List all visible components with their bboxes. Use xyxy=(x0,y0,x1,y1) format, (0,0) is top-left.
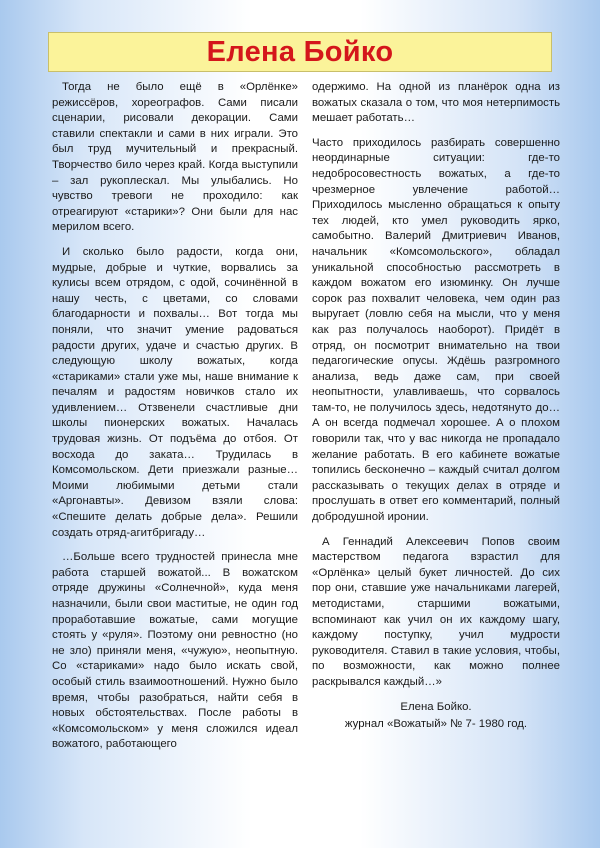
signature-block xyxy=(312,700,560,733)
signature-author: Елена Бойко. xyxy=(400,700,472,713)
signature-source: журнал «Вожатый» № 7- 1980 год. xyxy=(344,718,528,731)
title-banner xyxy=(48,32,552,72)
paragraph: одержимо. На одной из планёрок одна из вожатых сказала о том, что моя нетерпимость мешает работать… xyxy=(312,81,560,125)
right-column xyxy=(312,80,560,735)
paragraph: …Больше всего трудностей принесла мне работа старшей вожатой... В вожатском отряде дружины «Солнечной», куда меня назначили, были свои маститые, не один год проработавшие вожатые, сами могущие стоять у «руля». Поэтому они ревностно (но не зло) приняли меня, «чужую», неопытную. Со «стариками» надо было искать свой, особый стиль взаимоотношений. Нужно было время, чтобы разобраться, найти себя в новых обстоятельствах. После работы в «Комсомольском» у меня сложился идеал вожатого, работающего xyxy=(52,551,298,751)
page-title: Елена Бойко xyxy=(206,35,394,68)
paragraph: А Геннадий Алексеевич Попов своим мастерством педагога взрастил для «Орлёнка» целый букет личностей. До сих пор они, ставшие уже начальниками лагерей, методистами, старшими вожатыми, вспоминают как учил он их каждому шагу, каждому поступку, учил мудрости руководителя. Ставил в такие условия, чтобы, по возможности, как можно полнее раскрывался каждый…» xyxy=(312,535,560,688)
paragraph: Тогда не было ещё в «Орлёнке» режиссёров, хореографов. Сами писали сценарии, рисовали декорации. Сами ставили спектакли и сами в них играли. Это был труд мучительный и прекрасный. Творчество било через край. Когда выступили – зал рукоплескал. Мы улыбались. Но чувство тревоги не проходило: как отреагируют «старики»? Они были для нас мерилом всего. xyxy=(52,81,298,234)
paragraph: Часто приходилось разбирать совершенно неординарные ситуации: где-то недобросовестность вожатых, а где-то чрезмерное увлечение работой… Приходилось мысленно обращаться к опыту тех людей, кто умел руководить ярко, самобытно. Валерий Дмитриевич Иванов, начальник «Комсомольского», обладал уникальной способностью рассмотреть в каждом вожатом его изюминку. Он лучше сорок раз похвалит человека, чем один раз выругает (ловлю себя на мысли, что у меня как раз получалось наоборот). Придёт в отряд, он посмотрит внимательно на твои педагогические опусы. Ждёшь разгромного анализа, ведь даже сам, при своей неопытности, улавливаешь, что сорвалось там-то, не получилось здесь, недотянуто до… А он всегда подмечал хорошее. А о плохом говорили так, что у вас никогда не пропадало желание работать. В его кабинете вожатые топились бесконечно – каждый считал долгом рассказывать о текущих делах в отряде и прослушать в ответ его комментарий, полный добродушной иронии. xyxy=(312,136,560,524)
paragraph: И сколько было радости, когда они, мудрые, добрые и чуткие, ворвались за кулисы всем отрядом, с одой, сочинённой в нашу честь, с цветами, со словами благодарности и похвалы… Вот тогда мы поняли, что значит умение радоваться радости других, удаче и счастью других. В следующую школу вожатых, когда «стариками» стали уже мы, наше внимание к печалям и радостям новичков стало их удивлением… Отзвенели счастливые дни школы пионерских вожатых. Началась трудовая жизнь. От подъёма до отбоя. От восхода до заката… Трудилась в Комсомольском. Дети приезжали разные… Моими любимыми детьми стали «Аргонавты». Девизом взяли слова: «Спешите делать добрые дела». Решили создать отряд-агитбригаду… xyxy=(52,245,298,539)
left-column xyxy=(52,80,298,762)
